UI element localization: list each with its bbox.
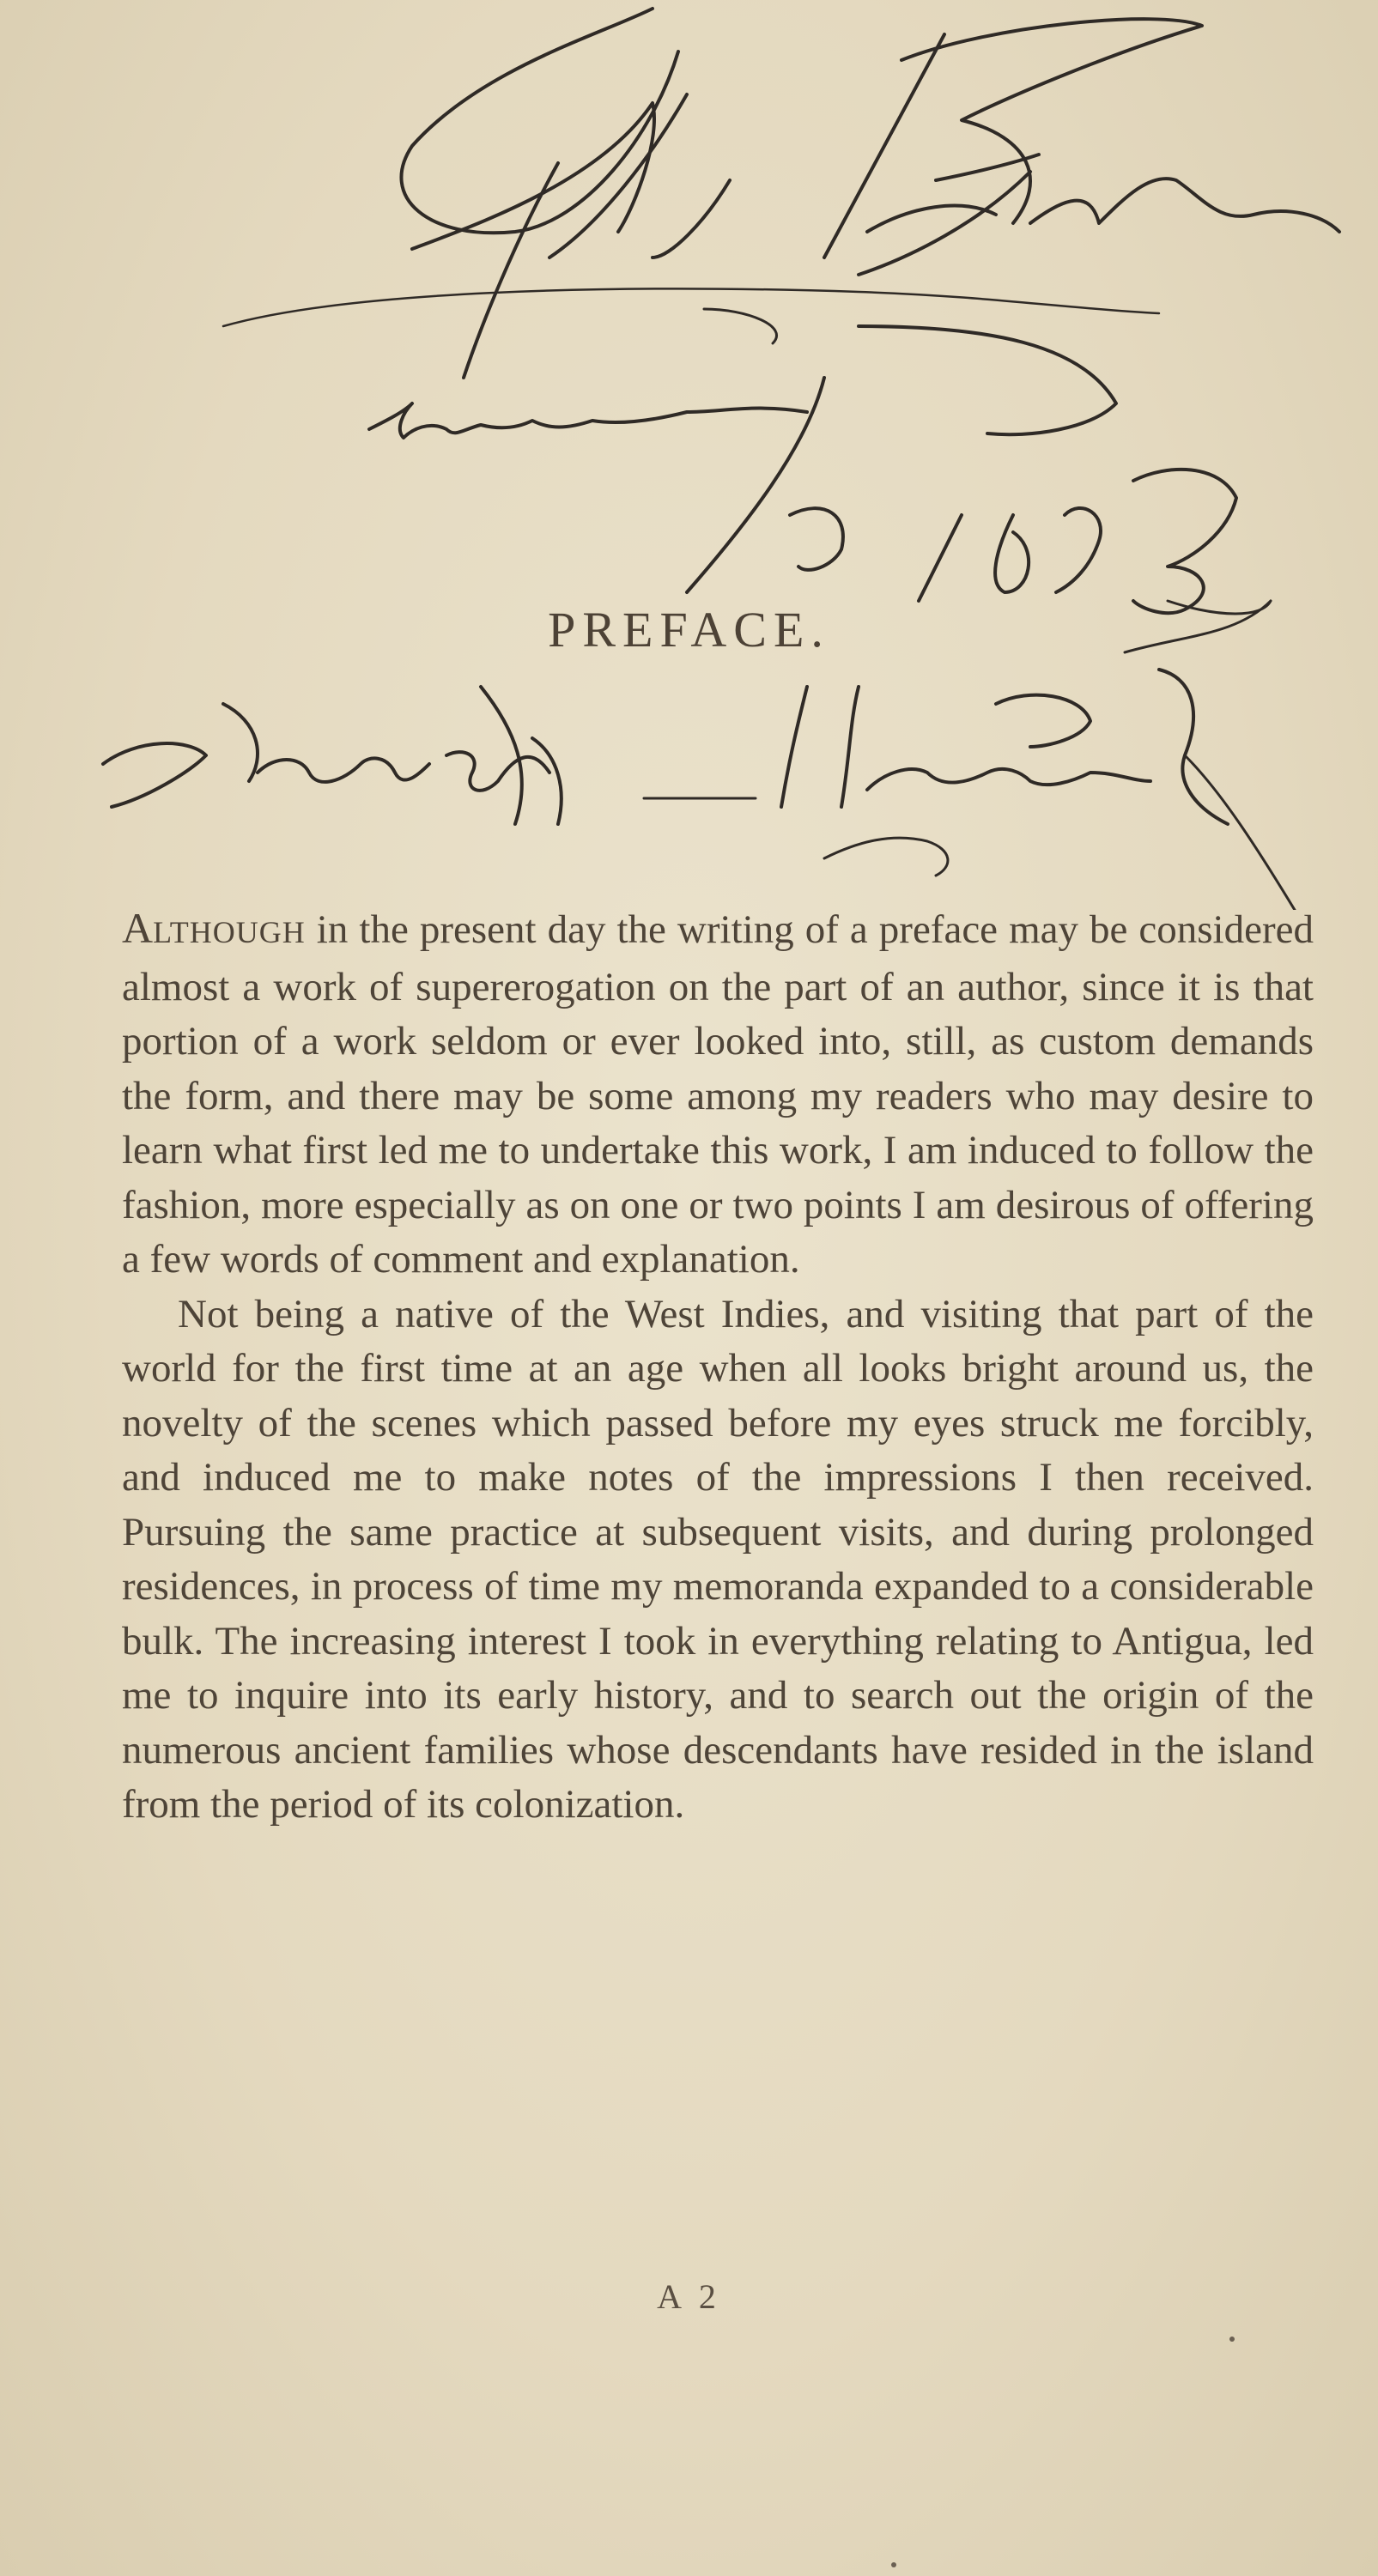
preface-body [122,901,1314,1833]
drop-lead-first: A [122,904,154,952]
ink-speck [891,2562,896,2567]
ink-speck [1229,2337,1235,2342]
drop-lead-rest: LTHOUGH [153,915,306,949]
paragraph-1-text: in the present day the writing of a preface may be considered almost a work of supererogation on the part of an author, since it is that portion of a work seldom or ever looked into, still, as custom demands the form, and there may be some among my readers who may desire to learn what first led me to undertake this work, I am induced to follow the fashion, more especially as on one or two points I am desirous of offering a few words of comment and explanation. [122,907,1314,1282]
page-title: PREFACE. [548,602,830,658]
handwritten-inscription [0,0,1378,910]
paragraph-2: Not being a native of the West Indies, and visiting that part of the world for the first time at an age when all looks bright around us, the novelty of the scenes which passed before my eyes struck me forcibly, and induced me to make notes of the impressions I then received. Pursuing the same practice at subsequent visits, and during prolonged residences, in process of time my memoranda expanded to a considerable bulk. The increasing interest I took in everything relating to Antigua, led me to inquire into its early history, and to search out the origin of the numerous ancient families whose descendants have resided in the island from the period of its colonization. [122,1291,1314,1827]
paragraph-1 [122,901,1314,1288]
signature-mark: A 2 [657,2277,721,2316]
